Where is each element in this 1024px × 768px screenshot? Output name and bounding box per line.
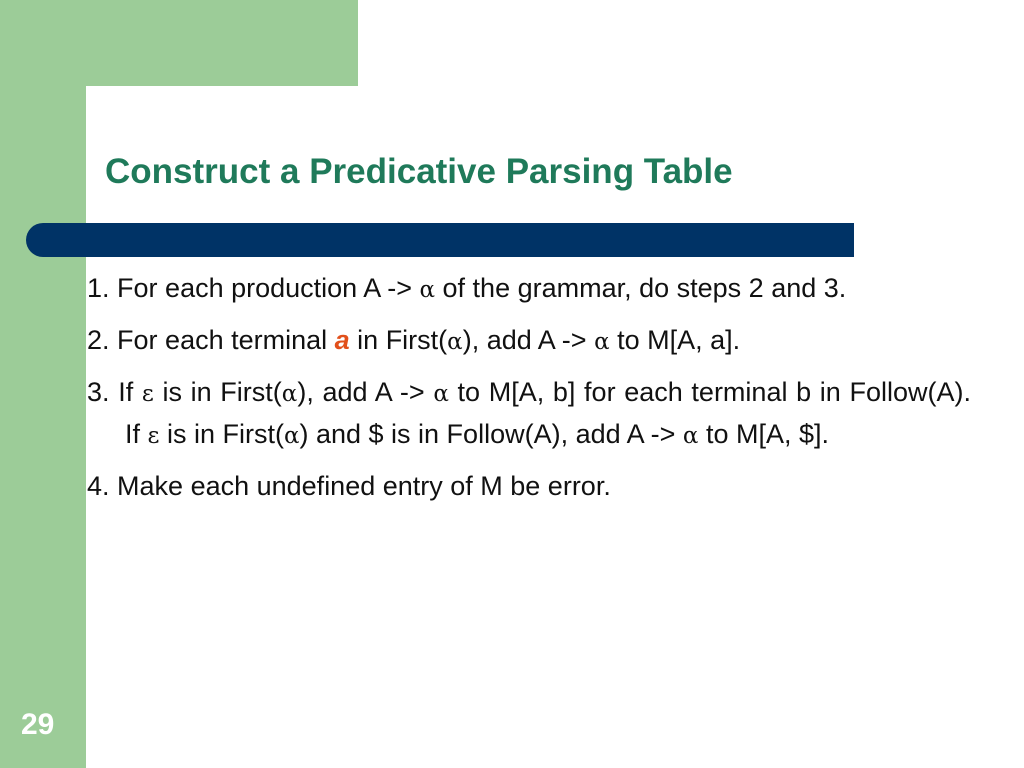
alpha-symbol: α [682, 423, 699, 449]
step-text: to M[A, b] for each terminal b in Follow(A). If [125, 377, 971, 449]
slide-number: 29 [21, 708, 55, 741]
alpha-symbol: α [594, 329, 610, 355]
alpha-symbol: α [419, 277, 436, 303]
step-text: If [118, 377, 142, 407]
epsilon-symbol: ε [147, 423, 160, 449]
alpha-symbol: α [281, 381, 298, 407]
alpha-symbol: α [283, 423, 300, 449]
step-number: 3. [87, 377, 110, 407]
alpha-symbol: α [433, 381, 449, 407]
step-text: of the grammar, do steps 2 and 3. [435, 273, 847, 303]
step-text: to M[A, $]. [698, 419, 830, 449]
step-4 [87, 466, 971, 506]
step-text: For each production A -> [117, 273, 420, 303]
step-text: ) and $ is in Follow(A), add A -> [299, 419, 683, 449]
green-side-band [0, 0, 86, 768]
step-3 [87, 372, 971, 456]
step-text: to M[A, a]. [609, 325, 741, 355]
slide-title: Construct a Predicative Parsing Table [105, 152, 733, 191]
step-text: For each terminal [117, 325, 335, 355]
step-text: ), add A -> [462, 325, 595, 355]
step-text: in First( [349, 325, 448, 355]
step-1 [87, 268, 971, 310]
step-text: is in First( [159, 419, 284, 449]
alpha-symbol: α [447, 329, 463, 355]
steps-list [87, 268, 971, 516]
terminal-a-highlight: a [334, 325, 350, 355]
step-text: is in First( [153, 377, 282, 407]
step-text: ), add A -> [297, 377, 434, 407]
step-number: 1. [87, 273, 110, 303]
step-number: 2. [87, 325, 110, 355]
step-text: Make each undefined entry of M be error. [117, 471, 611, 501]
step-2 [87, 320, 971, 362]
epsilon-symbol: ε [141, 381, 154, 407]
green-top-band [0, 0, 358, 86]
title-underline-bar [26, 223, 854, 257]
step-number: 4. [87, 471, 110, 501]
